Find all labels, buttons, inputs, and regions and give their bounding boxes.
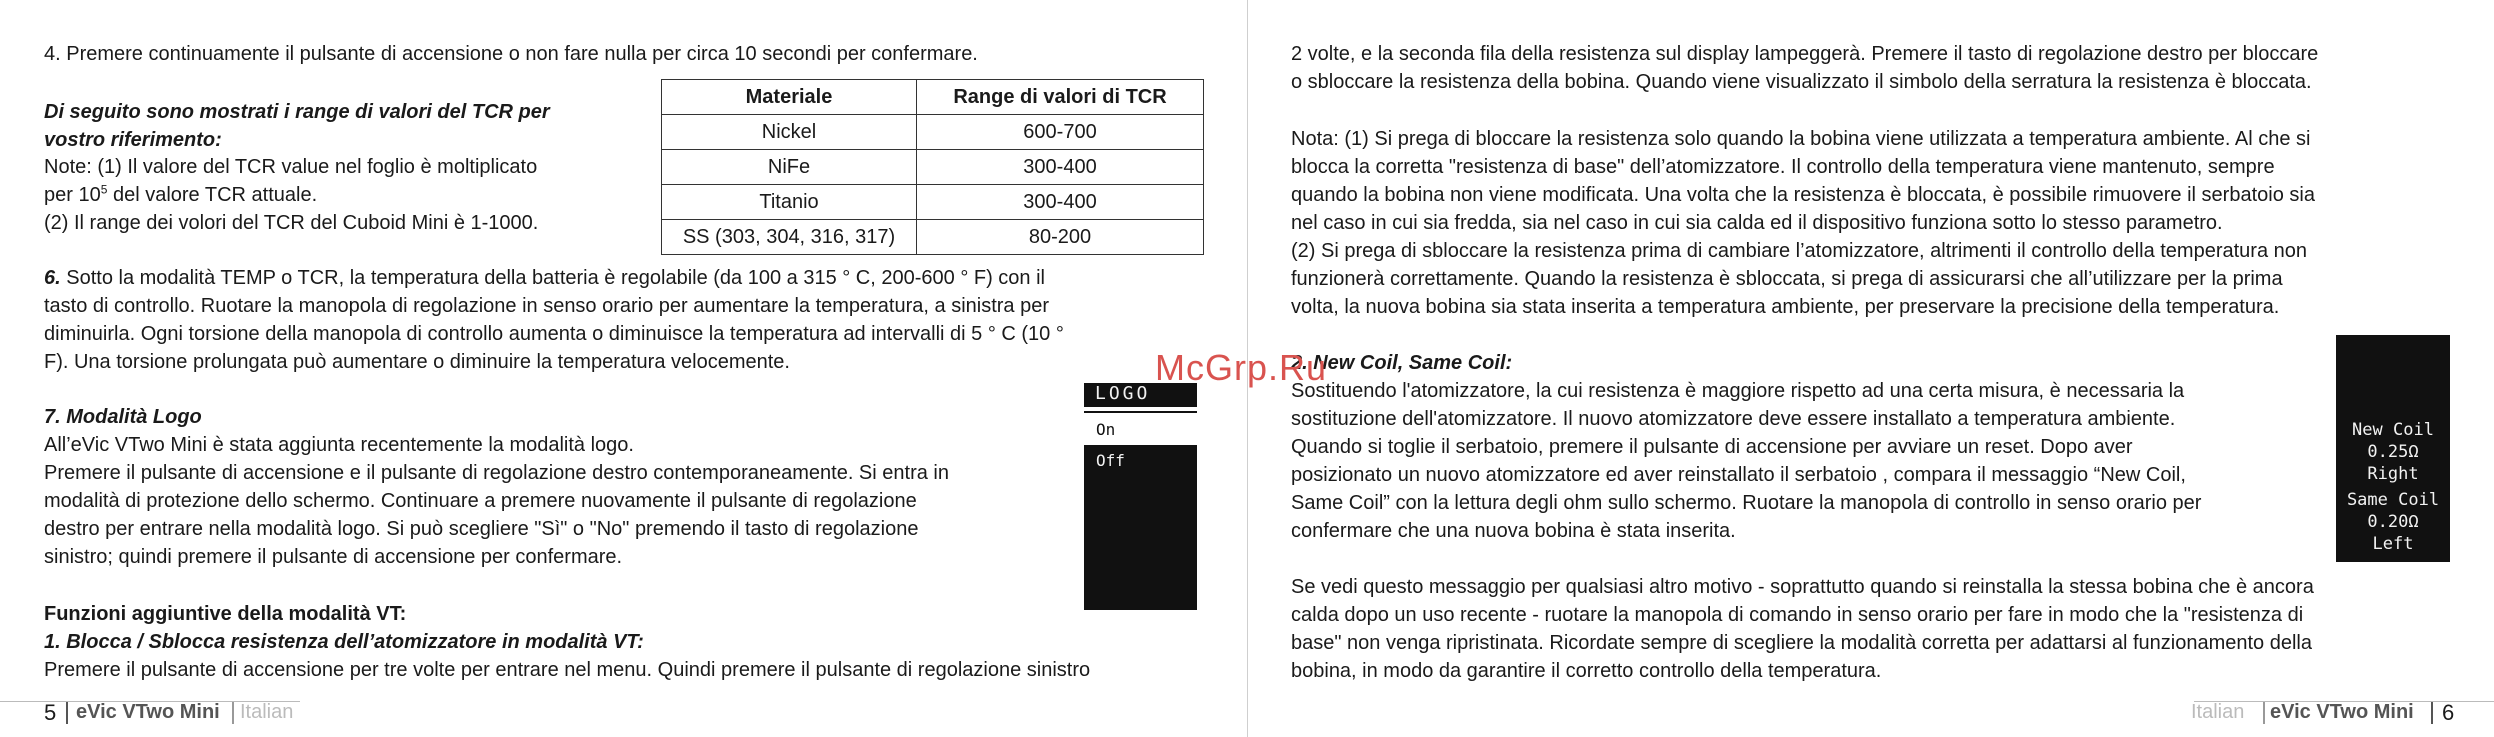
column-header-material: Materiale bbox=[662, 80, 917, 115]
tcr-heading-line-2: vostro riferimento: bbox=[44, 129, 222, 151]
closing-line-2: calda dopo un uso recente - ruotare la manopola di comando in senso orario per fare in modo che la "resistenza di bbox=[1291, 604, 2304, 626]
lock-note-line-6: funzionerà correttamente. Quando la resistenza è sbloccata, si prega di assicurarsi che all’utilizzare per la prima bbox=[1291, 268, 2283, 290]
footer-separator bbox=[232, 702, 234, 724]
logo-option-on: On bbox=[1084, 413, 1197, 445]
step-6-line-2: tasto di controllo. Ruotare la manopola di regolazione in senso orario per aumentare la temperatura, a sinistra per bbox=[44, 295, 1049, 317]
vt-lock-subheading: 1. Blocca / Sblocca resistenza dell’atomizzatore in modalità VT: bbox=[44, 631, 644, 653]
new-coil-value: 0.25Ω bbox=[2367, 442, 2419, 462]
logo-screen-divider bbox=[1084, 407, 1197, 411]
table-cell: NiFe bbox=[662, 150, 917, 185]
step-7-line-1: All’eVic VTwo Mini è stata aggiunta recentemente la modalità logo. bbox=[44, 434, 634, 456]
new-coil-option bbox=[2336, 419, 2450, 485]
step-6-line-4: F). Una torsione prolungata può aumentare o diminuire la temperatura velocemente. bbox=[44, 351, 790, 373]
new-coil-direction: Right bbox=[2367, 464, 2419, 484]
step-6-line-1: 6. Sotto la modalità TEMP o TCR, la temperatura della batteria è regolabile (da 100 a 315 ° C, 200-600 ° F) con il bbox=[44, 267, 1045, 289]
step-4-text: 4. Premere continuamente il pulsante di accensione o non fare nulla per circa 10 secondi per confermare. bbox=[44, 43, 978, 65]
step-7-line-4: destro per entrare nella modalità logo. Si può scegliere "Sì" o "No" premendo il tasto di regolazione bbox=[44, 518, 919, 540]
coil-screen bbox=[2336, 335, 2450, 562]
new-coil-line-1: Sostituendo l'atomizzatore, la cui resistenza è maggiore rispetto ad una certa misura, è necessaria la bbox=[1291, 380, 2185, 402]
table-row bbox=[662, 185, 1204, 220]
closing-line-3: base" non venga ripristinata. Ricordate sempre di scegliere la modalità corretta per adattarsi al funzionamento della bbox=[1291, 632, 2312, 654]
new-coil-heading: 2. New Coil, Same Coil: bbox=[1291, 352, 1513, 374]
step-6-line-3: diminuirla. Ogni torsione della manopola di controllo aumenta o diminuisce la temperatura ad intervalli di 5 ° C (10 ° bbox=[44, 323, 1064, 345]
new-coil-line-4: posizionato un nuovo atomizzatore ed aver reinstallato il serbatoio , compara il messaggio “New Coil, bbox=[1291, 464, 2186, 486]
lock-note-line-1: Nota: (1) Si prega di bloccare la resistenza solo quando la bobina viene utilizzata a temperatura ambiente. Al che si bbox=[1291, 128, 2311, 150]
lock-note-line-7: volta, la nuova bobina sia stata inserita a temperatura ambiente, per preservare la precisione della temperatura. bbox=[1291, 296, 2280, 318]
footer-title-right: eVic VTwo Mini bbox=[2270, 701, 2414, 723]
lock-note-line-5: (2) Si prega di sbloccare la resistenza prima di cambiare l’atomizzatore, altrimenti il controllo della temperatura non bbox=[1291, 240, 2308, 262]
table-cell: 80-200 bbox=[917, 220, 1204, 255]
same-coil-label: Same Coil bbox=[2346, 490, 2440, 510]
step-7-heading: 7. Modalità Logo bbox=[44, 406, 202, 428]
lock-note-line-3: quando la bobina non viene modificata. Una volta che la resistenza è bloccata, è possibile rimuovere il serbatoio sia bbox=[1291, 184, 2315, 206]
column-header-tcr-range: Range di valori di TCR bbox=[917, 80, 1204, 115]
same-coil-option bbox=[2336, 489, 2450, 555]
table-row bbox=[662, 115, 1204, 150]
table-row bbox=[662, 150, 1204, 185]
table-cell: Nickel bbox=[662, 115, 917, 150]
footer-separator bbox=[66, 702, 68, 724]
vt-functions-heading: Funzioni aggiuntive della modalità VT: bbox=[44, 603, 407, 625]
lock-note-line-2: blocca la corretta "resistenza di base" dell’atomizzatore. Il controllo della temperatura viene mantenuto, sempre bbox=[1291, 156, 2275, 178]
footer-separator bbox=[2263, 702, 2265, 724]
table-cell: SS (303, 304, 316, 317) bbox=[662, 220, 917, 255]
step-7-line-5: sinistro; quindi premere il pulsante di accensione per confermare. bbox=[44, 546, 623, 568]
closing-line-4: bobina, in modo da garantire il corretto controllo della temperatura. bbox=[1291, 660, 1882, 682]
lock-continuation-line-1: 2 volte, e la seconda fila della resistenza sul display lampeggerà. Premere il tasto di regolazione destro per bloccare bbox=[1291, 43, 2319, 65]
footer-title-left: eVic VTwo Mini bbox=[76, 701, 220, 723]
tcr-note-line-3: (2) Il range dei volori del TCR del Cuboid Mini è 1-1000. bbox=[44, 212, 539, 234]
right-page bbox=[1248, 0, 2494, 737]
logo-mode-screen bbox=[1084, 383, 1197, 610]
tcr-note-line-1: Note: (1) Il valore del TCR value nel foglio è moltiplicato bbox=[44, 156, 538, 178]
page-number-right: 6 bbox=[2442, 700, 2455, 725]
table-row bbox=[662, 220, 1204, 255]
logo-option-off: Off bbox=[1096, 451, 1125, 470]
vt-lock-line-1: Premere il pulsante di accensione per tre volte per entrare nel menu. Quindi premere il pulsante di regolazione sinistro bbox=[44, 659, 1091, 681]
table-cell: 300-400 bbox=[917, 185, 1204, 220]
new-coil-line-5: Same Coil” con la lettura degli ohm sullo schermo. Ruotare la manopola di controllo in senso orario per bbox=[1291, 492, 2202, 514]
step-7-line-2: Premere il pulsante di accensione e il pulsante di regolazione destro contemporaneamente. Si entra in bbox=[44, 462, 949, 484]
footer-language-right: Italian bbox=[2191, 701, 2245, 723]
new-coil-label: New Coil bbox=[2352, 420, 2434, 440]
logo-screen-title: LOGO bbox=[1095, 383, 1151, 404]
new-coil-line-6: confermare che una nuova bobina è stata inserita. bbox=[1291, 520, 1736, 542]
new-coil-line-3: Quando si toglie il serbatoio, premere il pulsante di accensione per avviare un reset. Dopo aver bbox=[1291, 436, 2133, 458]
closing-line-1: Se vedi questo messaggio per qualsiasi altro motivo - soprattutto quando si reinstalla la stessa bobina che è ancora bbox=[1291, 576, 2314, 598]
watermark: McGrp.Ru bbox=[1155, 347, 1328, 388]
same-coil-value: 0.20Ω bbox=[2367, 512, 2419, 532]
footer-language-left: Italian bbox=[240, 701, 294, 723]
tcr-table bbox=[661, 79, 1204, 255]
table-cell: 300-400 bbox=[917, 150, 1204, 185]
table-cell: 600-700 bbox=[917, 115, 1204, 150]
step-7-line-3: modalità di protezione dello schermo. Continuare a premere nuovamente il pulsante di regolazione bbox=[44, 490, 917, 512]
lock-continuation-line-2: o sbloccare la resistenza della bobina. Quando viene visualizzato il simbolo della serratura la resistenza è bloccata. bbox=[1291, 71, 2312, 93]
lock-note-line-4: nel caso in cui sia fredda, sia nel caso in cui sia calda ed il dispositivo funziona sotto lo stesso parametro. bbox=[1291, 212, 2223, 234]
same-coil-direction: Left bbox=[2372, 534, 2414, 554]
table-header-row bbox=[662, 80, 1204, 115]
tcr-note-line-2: per $10^5$ del valore TCR attuale. bbox=[44, 182, 318, 206]
footer-separator bbox=[2431, 702, 2433, 724]
page-number-left: 5 bbox=[44, 700, 57, 725]
table-cell: Titanio bbox=[662, 185, 917, 220]
new-coil-line-2: sostituzione dell'atomizzatore. Il nuovo atomizzatore deve essere installato a temperatura ambiente. bbox=[1291, 408, 2176, 430]
tcr-heading-line-1: Di seguito sono mostrati i range di valori del TCR per bbox=[44, 101, 550, 123]
